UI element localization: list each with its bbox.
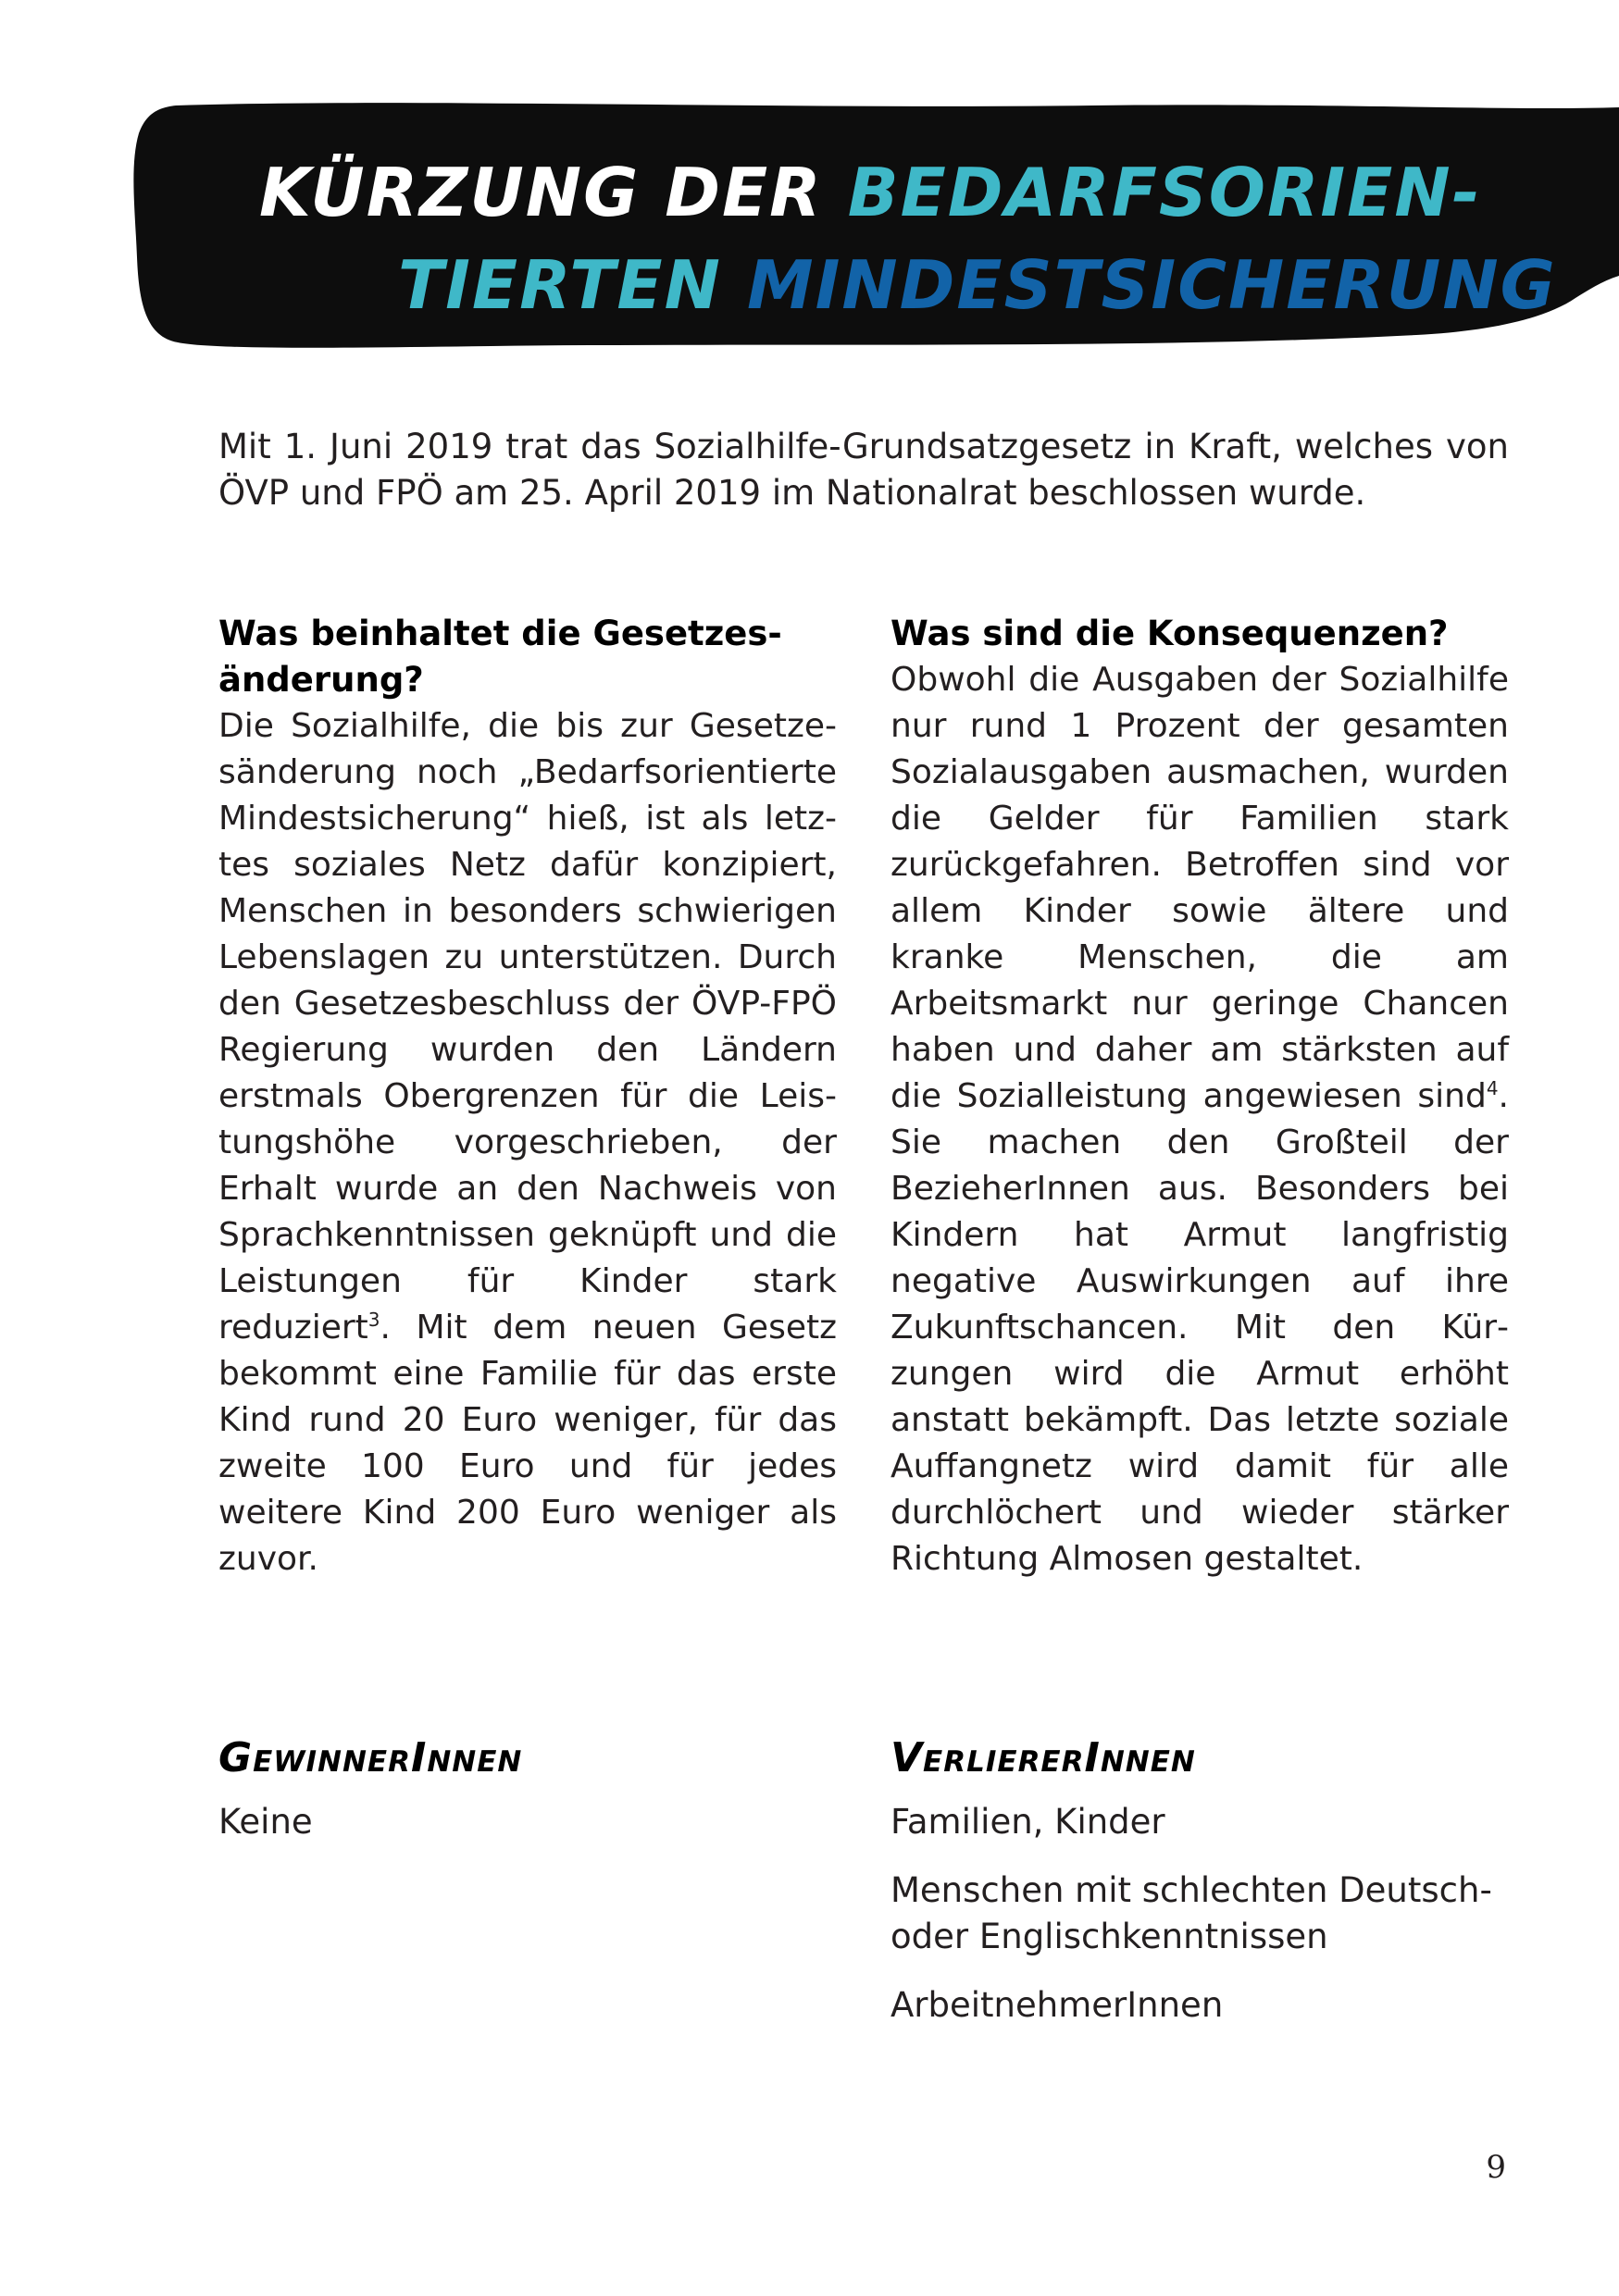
left-column-heading: Was beinhaltet die Gesetzesänderung?: [218, 614, 782, 700]
left-body-text-2: . Mit dem neuen Gesetz bekommt eine Familie für das erste Kind rund 20 Euro weniger, für das zweite 100 Euro und für jedes weitere Kind 200 Euro weniger als zuvor.: [218, 1309, 837, 1578]
left-column: [218, 611, 837, 1582]
winners-heading: GewinnerInnen: [218, 1734, 523, 1781]
right-body-text-2: . Sie machen den Großteil der BezieherInnen aus. Besonders bei Kindern hat Armut langfristig negative Auswirkungen auf ihre Zukunftschancen. Mit den Kürzungen wird die Armut erhöht anstatt bekämpft. Das letzte soziale Auffangnetz wird damit für alle durchlöchert und wieder stärker Richtung Almosen gestaltet.: [890, 1077, 1509, 1578]
winners-item: Keine: [218, 1802, 313, 1842]
left-body-text-1: Die Sozialhilfe, die bis zur Gesetzesänderung noch „Bedarfsorientierte Mindestsicherung“ hieß, ist als letztes soziales Netz dafür konzipiert, Menschen in besonders schwierigen Lebenslagen zu unterstützen. Durch den Gesetzesbeschluss der ÖVP-FPÖ Regierung wurden den Ländern erstmals Obergrenzen für die Leistungshöhe vorgeschrieben, der Erhalt wurde an den Nachweis von Sprachkenntnissen geknüpft und die Leistungen für Kinder stark reduziert: [218, 707, 837, 1347]
losers-item-workers: ArbeitnehmerInnen: [890, 1985, 1224, 2025]
title-banner: [120, 100, 1619, 359]
footnote-ref-4: 4: [1486, 1077, 1499, 1099]
losers-heading: VerliererInnen: [890, 1734, 1196, 1781]
winners-section: [218, 1731, 837, 1868]
title-line-1: [259, 146, 1592, 239]
title-line-2: [259, 239, 1592, 331]
right-column-body: [890, 657, 1509, 1582]
title-word-bedarfsorien: BEDARFSORIEN-: [847, 154, 1482, 231]
right-column: [890, 611, 1509, 1582]
title-word-kuerzung-der: KÜRZUNG DER: [259, 154, 823, 231]
losers-item-language: Menschen mit schlechten Deutsch- oder Englischkenntnissen: [890, 1870, 1492, 1956]
left-column-body: [218, 703, 837, 1582]
footnote-ref-3: 3: [367, 1309, 380, 1331]
page-number: 9: [1486, 2149, 1506, 2186]
losers-item-families: Familien, Kinder: [890, 1802, 1165, 1842]
right-body-text-1: Obwohl die Ausgaben der Sozialhilfe nur rund 1 Prozent der gesamten Sozialausgaben ausmachen, wurden die Gelder für Familien stark zurückgefahren. Betroffen sind vor allem Kinder sowie ältere und kranke Menschen, die am Arbeitsmarkt nur geringe Chancen haben und daher am stärksten auf die Sozialleistung angewiesen sind: [890, 661, 1509, 1115]
title-word-mindestsicherung: MINDESTSICHERUNG: [746, 246, 1557, 324]
title-word-tierten: TIERTEN: [398, 246, 722, 324]
page-title: [259, 146, 1592, 331]
right-column-heading: Was sind die Konsequenzen?: [890, 614, 1449, 653]
intro-paragraph: Mit 1. Juni 2019 trat das Sozialhilfe-Grundsatzgesetz in Kraft, welches von ÖVP und FPÖ am 25. April 2019 im Nationalrat beschlossen wurde.: [218, 427, 1509, 513]
losers-section: [890, 1731, 1509, 2051]
